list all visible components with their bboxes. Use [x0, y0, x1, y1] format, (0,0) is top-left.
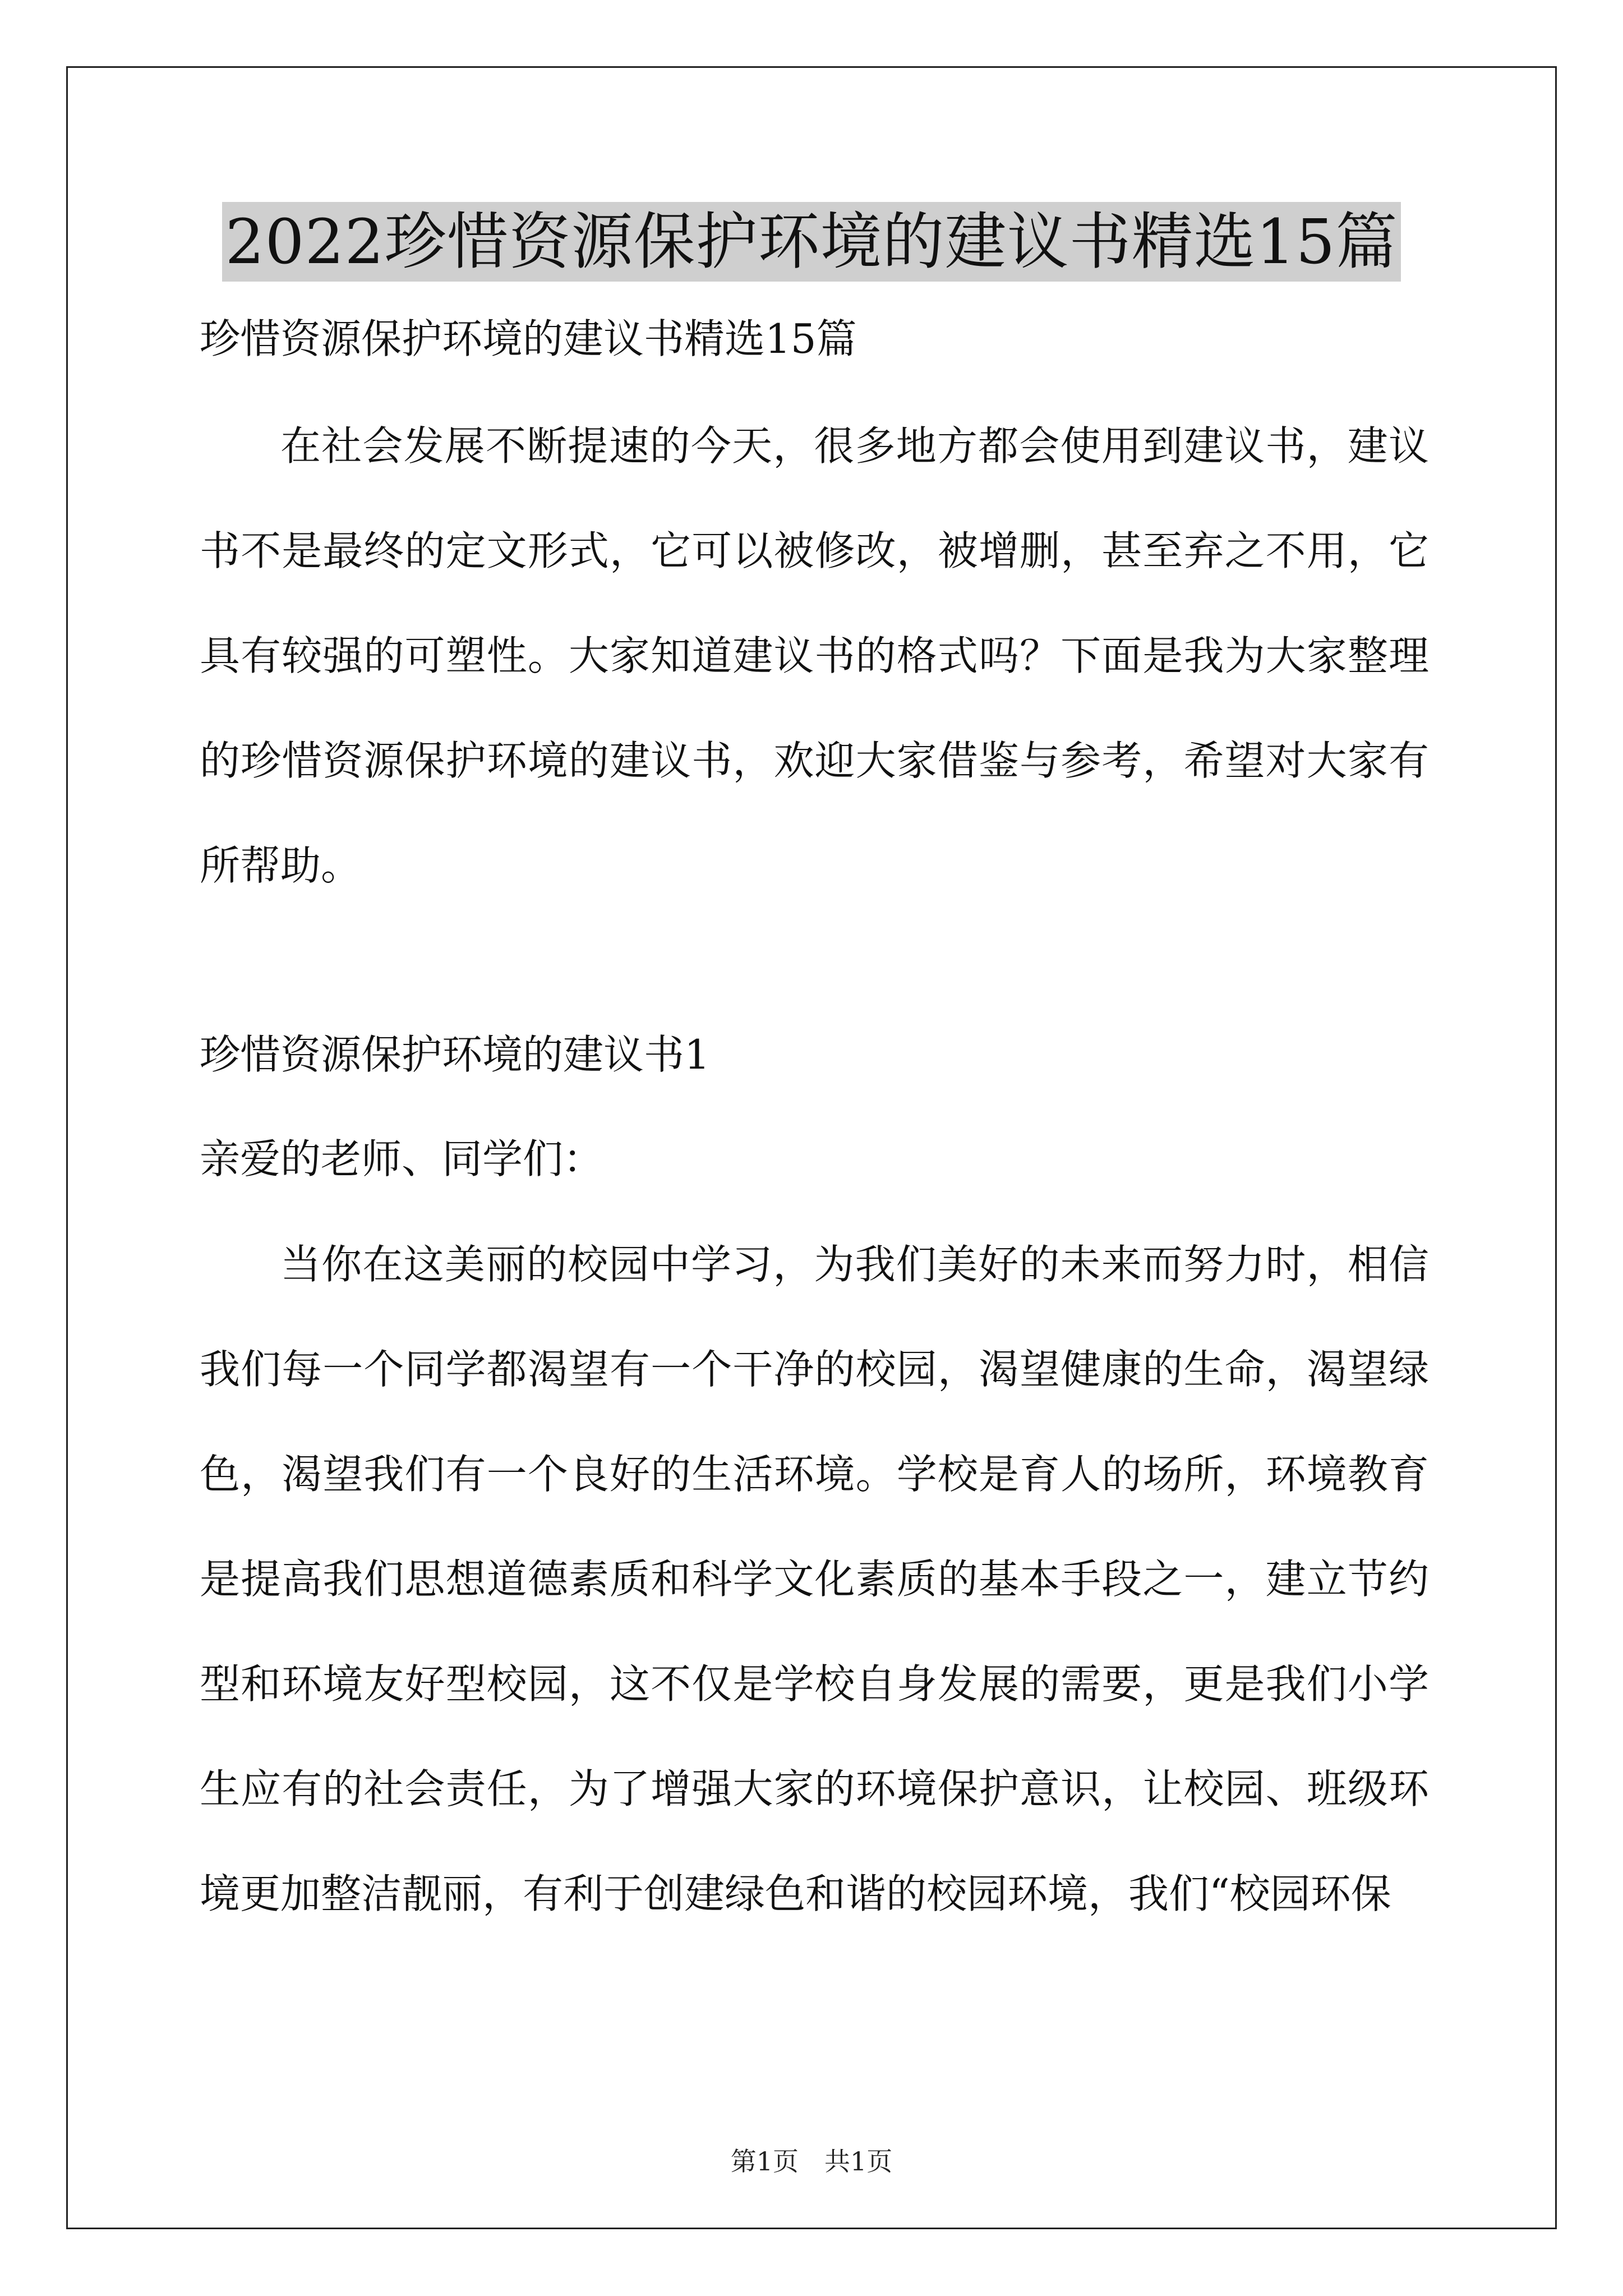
section-heading: 珍惜资源保护环境的建议书1 [200, 1031, 710, 1078]
salutation: 亲爱的老师、同学们： [200, 1135, 604, 1182]
title-container [0, 202, 1623, 282]
page-footer: 第1页 共1页 [730, 2146, 893, 2177]
body-paragraph: 当你在这美丽的校园中学习，为我们美好的未来而努力时，相信我们每一个同学都渴望有一个干净的校园，渴望健康的生命，渴望绿色，渴望我们有一个良好的生活环境。学校是育人的场所，环境教育是提高我们思想道德素质和科学文化素质的基本手段之一，建立节约型和环境友好型校园，这不仅是学校自身发展的需要，更是我们小学生应有的社会责任，为了增强大家的环境保护意识，让校园、班级环境更加整洁靓丽，有利于创建绿色和谐的校园环境，我们“校园环保 [200, 1241, 1429, 1917]
document-body [200, 309, 1429, 1947]
subtitle: 珍惜资源保护环境的建议书精选15篇 [200, 315, 857, 362]
document-title: 2022珍惜资源保护环境的建议书精选15篇 [222, 202, 1401, 282]
intro-paragraph: 在社会发展不断提速的今天，很多地方都会使用到建议书，建议书不是最终的定文形式，它可以被修改，被增删，甚至弃之不用，它具有较强的可塑性。大家知道建议书的格式吗？下面是我为大家整理的珍惜资源保护环境的建议书，欢迎大家借鉴与参考，希望对大家有所帮助。 [200, 422, 1429, 889]
